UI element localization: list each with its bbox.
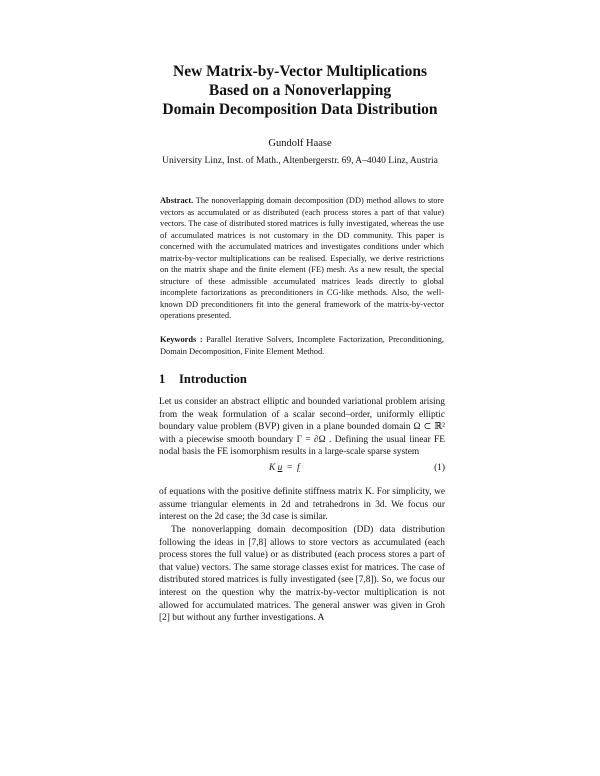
abstract-label: Abstract. [160,196,194,205]
keywords-text: Parallel Iterative Solvers, Incomplete Factorization, Preconditioning, Domain Decomposition, Finite Element Method. [160,335,445,356]
keywords-label: Keywords : [160,335,203,344]
author-affiliation: University Linz, Inst. of Math., Altenbergerstr. 69, A–4040 Linz, Austria [162,156,438,166]
equation-matrix: K [269,463,276,473]
equation [159,462,445,474]
title-line: New Matrix-by-Vector Multiplications [173,63,427,80]
equation-number: (1) [434,463,445,473]
section-heading [159,372,247,387]
equation-vector-u: u [277,463,283,473]
equation-equals: = [286,463,293,473]
body-paragraph: The nonoverlapping domain decomposition (DD) data distribution following the ideas in [7,8] allows to store vectors as accumulated (each process stores the full value) or as distributed (each process stores a part of that value) vectors. The same storage classes exist for matrices. The case of distributed stored matrices is fully investigated (see [7,8]). So, we focus our interest on the question why the matrix-by-vector multiplication is not allowed for accumulated matrices. The general answer was given in Groh [2] but without any further investigations. A [159,525,445,624]
section-title: Introduction [179,372,247,386]
section-number: 1 [159,372,166,386]
title-line: Domain Decomposition Data Distribution [162,101,438,118]
body-paragraph: Let us consider an abstract elliptic and bounded variational problem arising from the weak formulation of a scalar second–order, uniformly elliptic boundary value problem (BVP) given in a plane bounded domain Ω ⊂ ℝ² with a piecewise smooth boundary Γ = ∂Ω . Defining the usual linear FE nodal basis the FE isomorphism results in a large-scale sparse system [159,397,445,458]
equation-body [269,462,300,474]
author-name: Gundolf Haase [268,138,332,149]
abstract-text: The nonoverlapping domain decomposition (DD) method allows to store vectors as accumulated or as distributed (each process stores a part of that value) vectors. The case of distributed stored matrices is fully investigated, whereas the use of accumulated matrices is not customary in the DD community. This paper is concerned with the accumulated matrices and investigates conditions under which matrix-by-vector multiplications can be realised. Especially, we derive restrictions on the matrix shape and the finite element (FE) mesh. As a new result, the special structure of these admissible accumulated matrices leads directly to global incomplete factorizations as preconditioners in CG-like methods. Also, the well-known DD preconditioners fit into the general framework of the matrix-by-vector operations presented. [160,196,444,321]
abstract [160,195,444,322]
equation-vector-f: f [296,463,300,473]
keywords [160,334,444,357]
paper-title [100,62,500,119]
title-line: Based on a Nonoverlapping [208,82,392,99]
body-paragraph: of equations with the positive definite stiffness matrix K. For simplicity, we assume triangular elements in 2d and tetrahedrons in 3d. We focus our interest on the 2d case; the 3d case is similar. [159,487,445,523]
